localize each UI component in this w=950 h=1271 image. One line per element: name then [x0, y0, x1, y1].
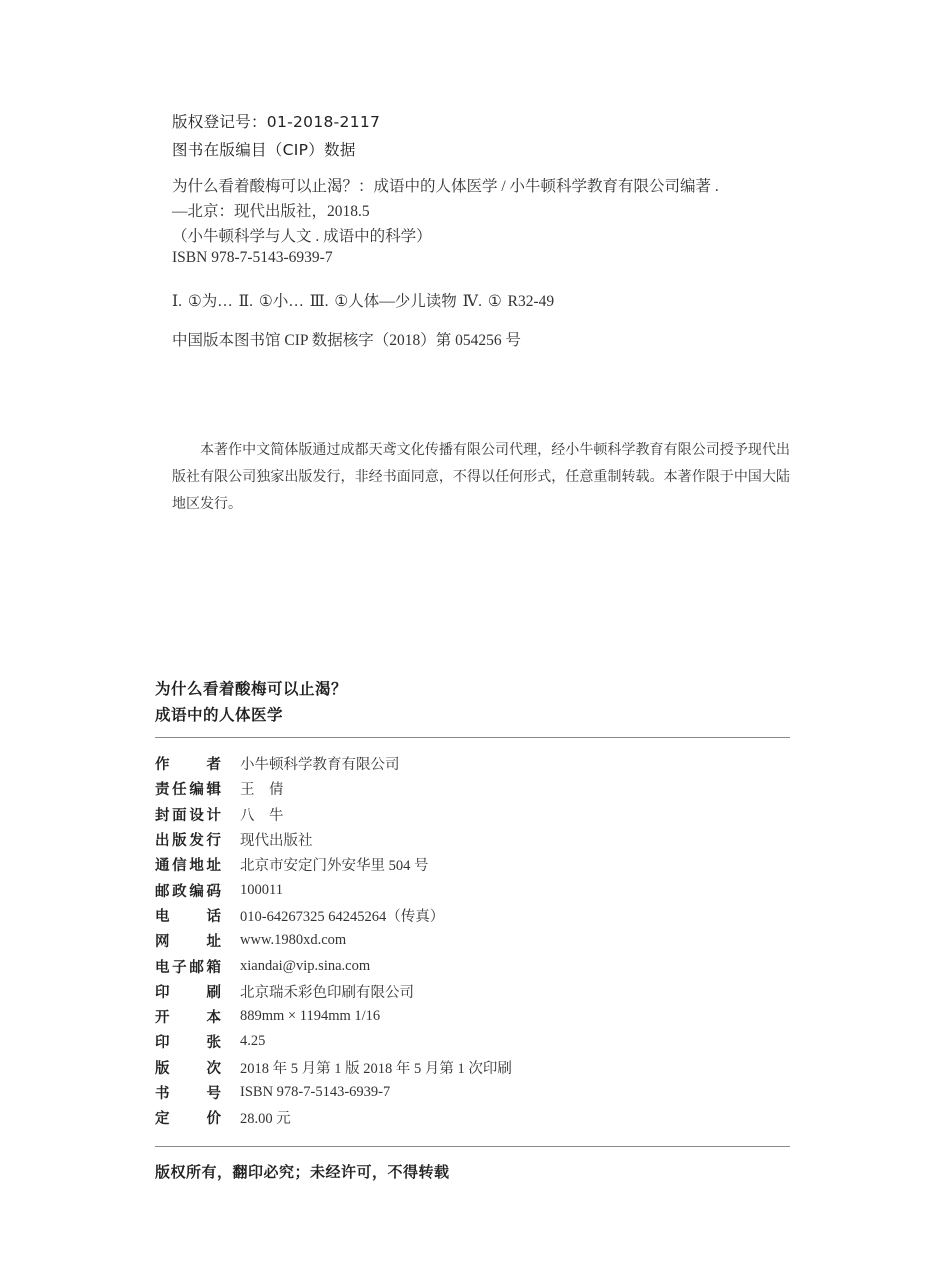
info-label-char: 版 — [172, 833, 187, 850]
info-value: 28.00 元 — [240, 1111, 291, 1128]
info-label-char: 辑 — [206, 782, 221, 799]
info-label-char: 印 — [155, 1035, 170, 1052]
info-label-char: 者 — [206, 757, 221, 774]
info-value: 北京瑞禾彩色印刷有限公司 — [240, 984, 414, 1001]
copyright-registration-number: 版权登记号：01-2018-2117 — [172, 113, 381, 131]
info-label-char: 址 — [206, 934, 221, 951]
info-label-char: 责 — [155, 782, 170, 799]
info-label — [155, 956, 221, 977]
info-row — [155, 979, 790, 1004]
info-label-char: 封 — [155, 807, 170, 824]
info-row — [155, 751, 790, 776]
info-row — [155, 877, 790, 902]
info-label-char: 作 — [155, 757, 170, 774]
info-label — [155, 804, 221, 825]
info-value: 010-64267325 64245264（传真） — [240, 908, 445, 925]
book-subtitle: 成语中的人体医学 — [155, 706, 284, 724]
info-label-char: 电 — [155, 908, 170, 925]
info-label-char: 编 — [189, 782, 204, 799]
info-label-char: 信 — [172, 858, 187, 875]
info-label-char: 版 — [155, 1060, 170, 1077]
info-label-char: 发 — [189, 833, 204, 850]
info-value: xiandai@vip.sina.com — [240, 957, 371, 974]
info-label-char: 定 — [155, 1111, 170, 1128]
info-label — [155, 1031, 221, 1052]
info-value: 889mm × 1194mm 1/16 — [240, 1008, 381, 1025]
info-row — [155, 827, 790, 852]
cip-classification-line: Ⅰ. ①为… Ⅱ. ①小… Ⅲ. ①人体—少儿读物 Ⅳ. ① R32-49 — [172, 293, 555, 310]
info-row — [155, 1004, 790, 1029]
info-label — [155, 1006, 221, 1027]
info-label-char: 张 — [206, 1035, 221, 1052]
info-value: 北京市安定门外安华里 504 号 — [240, 858, 429, 875]
info-value: ISBN 978-7-5143-6939-7 — [240, 1084, 391, 1100]
info-label — [155, 1107, 221, 1128]
info-label — [155, 829, 221, 850]
info-label-char: 书 — [155, 1086, 170, 1102]
info-row — [155, 903, 790, 928]
info-label — [155, 981, 221, 1002]
cip-title-line: 为什么看着酸梅可以止渴？：成语中的人体医学 / 小牛顿科学教育有限公司编著 . — [172, 178, 719, 195]
info-label — [155, 1082, 221, 1103]
divider-top — [155, 737, 790, 738]
info-label-char: 箱 — [206, 959, 221, 976]
info-label — [155, 930, 221, 951]
info-label-char: 政 — [172, 883, 187, 900]
cip-record-number-line: 中国版本图书馆 CIP 数据核字（2018）第 054256 号 — [172, 332, 522, 349]
info-row — [155, 852, 790, 877]
info-label-char: 价 — [206, 1111, 221, 1128]
info-value: 八 牛 — [240, 807, 284, 824]
info-label — [155, 854, 221, 875]
info-label-char: 话 — [206, 908, 221, 925]
divider-bottom — [155, 1146, 790, 1147]
info-value: 王 倩 — [240, 782, 284, 799]
info-label-char: 网 — [155, 934, 170, 951]
info-label-char: 行 — [206, 833, 221, 850]
info-label — [155, 778, 221, 799]
publication-info-table — [155, 751, 790, 1130]
info-row — [155, 802, 790, 827]
info-label — [155, 880, 221, 901]
info-value: 2018 年 5 月第 1 版 2018 年 5 月第 1 次印刷 — [240, 1060, 512, 1077]
info-label-char: 邮 — [189, 959, 204, 976]
info-row — [155, 1105, 790, 1130]
info-label-char: 次 — [206, 1060, 221, 1077]
info-label — [155, 905, 221, 926]
info-label-char: 地 — [189, 858, 204, 875]
info-label-char: 开 — [155, 1010, 170, 1027]
info-value: www.1980xd.com — [240, 932, 347, 949]
info-label-char: 子 — [172, 959, 187, 976]
info-label-char: 通 — [155, 858, 170, 875]
info-label-char: 刷 — [206, 984, 221, 1001]
license-statement: 本著作中文简体版通过成都天鸢文化传播有限公司代理，经小牛顿科学教育有限公司授予现代出版社有限公司独家出版发行，非经书面同意，不得以任何形式，任意重制转载。本著作限于中国大陆地区发行。 — [172, 443, 790, 512]
info-label-char: 任 — [172, 782, 187, 799]
info-label-char: 面 — [172, 807, 187, 824]
info-label-char: 出 — [155, 833, 170, 850]
cip-series-line: （小牛顿科学与人文 . 成语中的科学） — [172, 228, 432, 245]
book-title: 为什么看着酸梅可以止渴？ — [155, 680, 348, 698]
copyright-notice: 版权所有，翻印必究；未经许可，不得转载 — [155, 1163, 450, 1181]
info-label-char: 本 — [206, 1010, 221, 1027]
info-label-char: 邮 — [155, 883, 170, 900]
info-label-char: 码 — [206, 883, 221, 900]
info-value: 现代出版社 — [240, 833, 313, 850]
info-label-char: 计 — [206, 807, 221, 824]
info-row — [155, 953, 790, 978]
info-row — [155, 928, 790, 953]
cip-isbn-line: ISBN 978-7-5143-6939-7 — [172, 249, 333, 266]
cip-publisher-line: —北京：现代出版社，2018.5 — [172, 203, 370, 220]
info-row — [155, 1080, 790, 1105]
info-label — [155, 1057, 221, 1078]
info-value: 100011 — [240, 881, 283, 898]
info-row — [155, 1055, 790, 1080]
info-label-char: 设 — [189, 807, 204, 824]
info-label — [155, 753, 221, 774]
info-label-char: 印 — [155, 984, 170, 1001]
info-label-char: 号 — [206, 1086, 221, 1102]
info-row — [155, 1029, 790, 1054]
cip-heading: 图书在版编目（CIP）数据 — [172, 141, 356, 159]
info-label-char: 编 — [189, 883, 204, 900]
info-value: 小牛顿科学教育有限公司 — [240, 757, 400, 774]
info-label-char: 电 — [155, 959, 170, 976]
info-value: 4.25 — [240, 1033, 266, 1050]
info-label-char: 址 — [206, 858, 221, 875]
info-row — [155, 776, 790, 801]
